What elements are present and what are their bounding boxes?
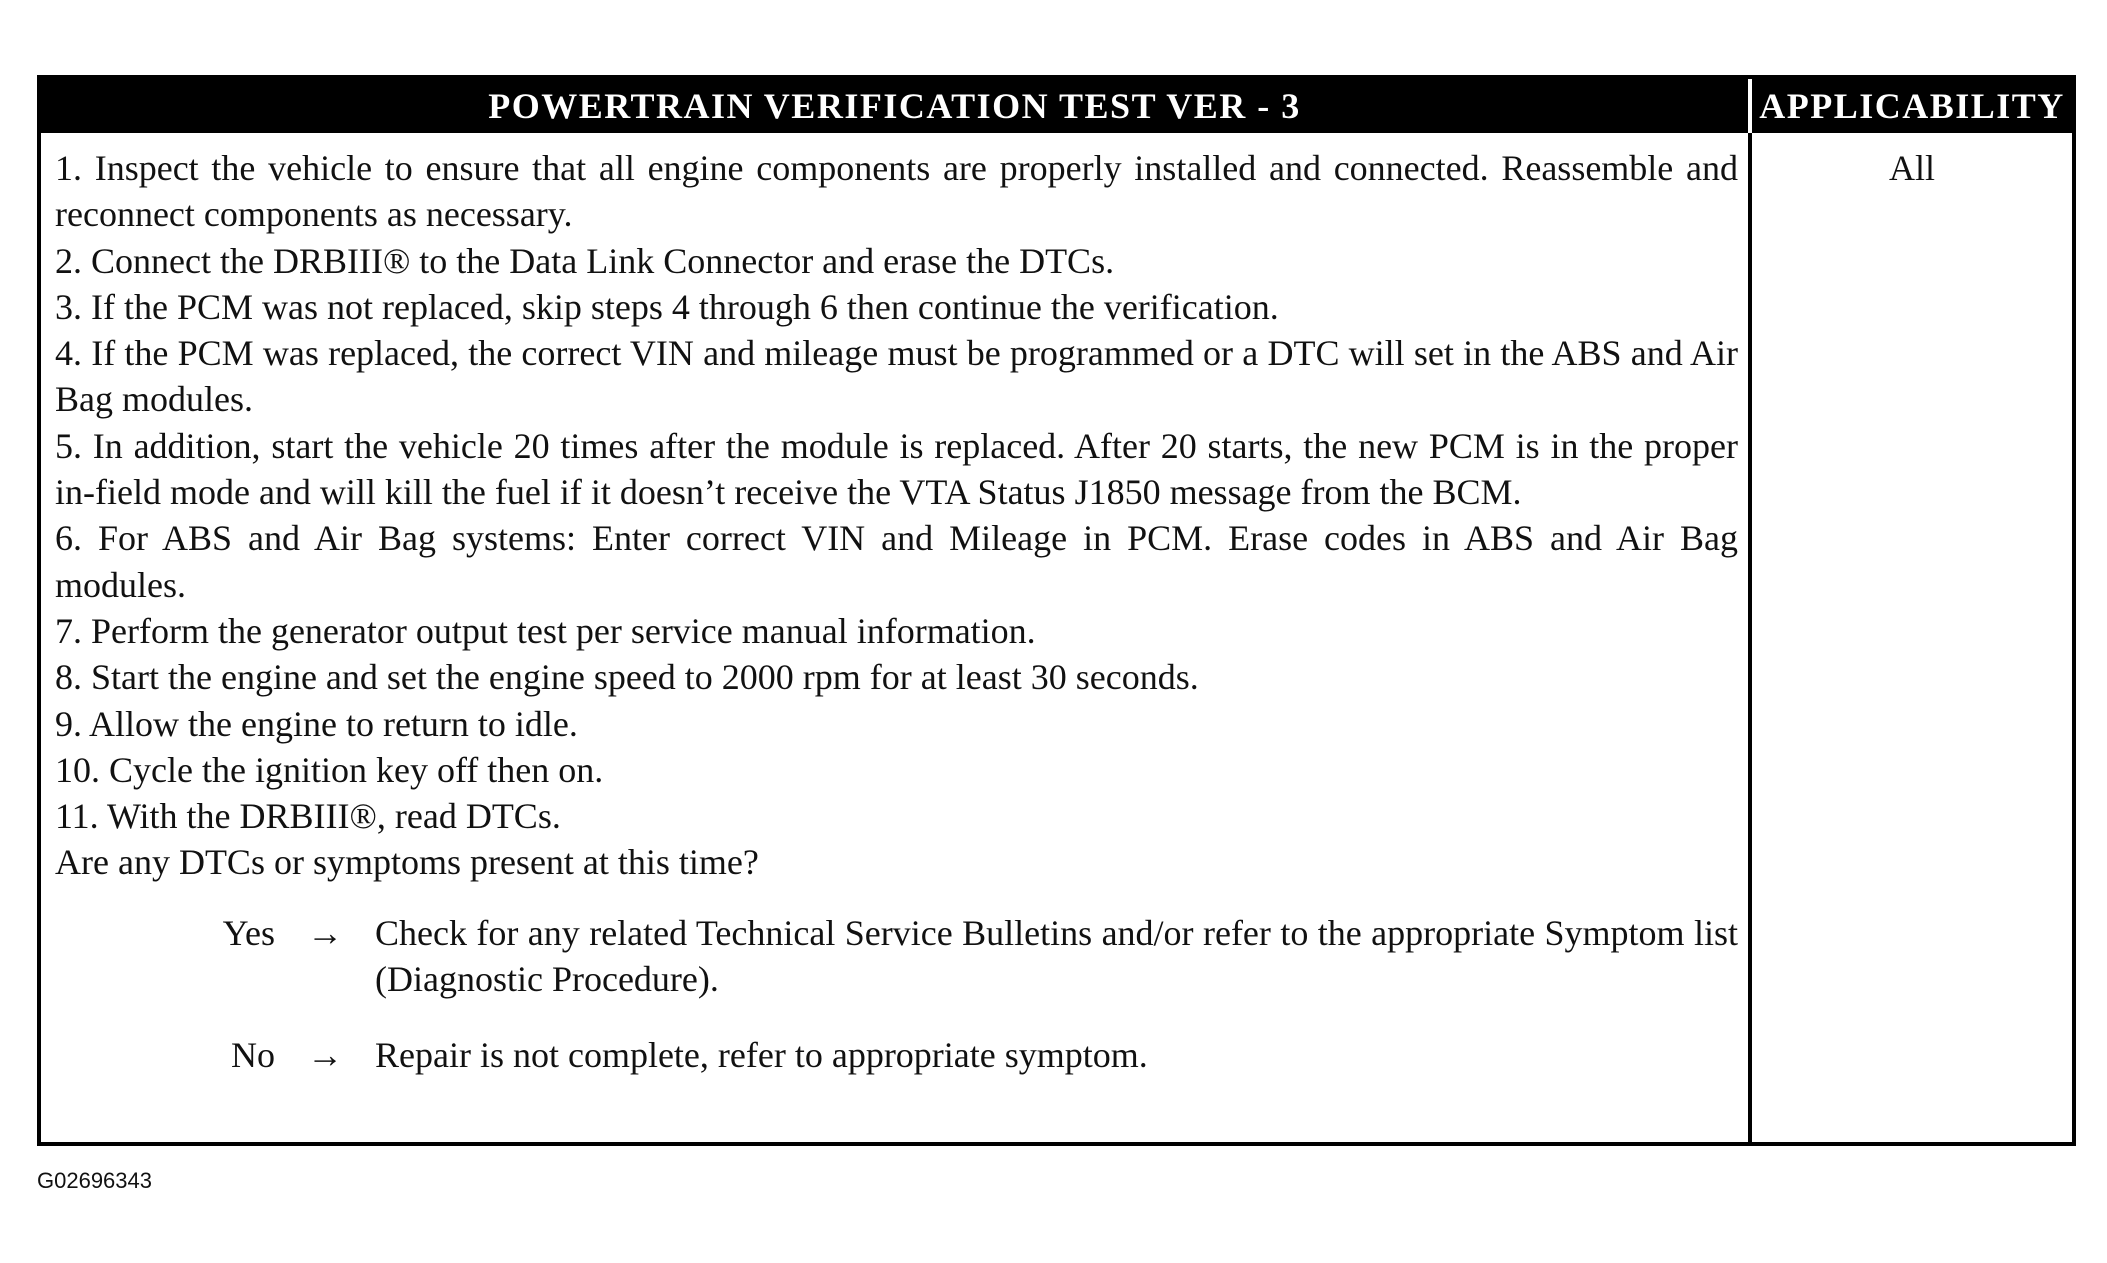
step-8: 8. Start the engine and set the engine speed to 2000 rpm for at least 30 seconds. — [55, 657, 1199, 698]
verification-test-table — [37, 75, 2076, 1146]
right-arrow-icon: → — [307, 1035, 343, 1076]
right-arrow-icon: → — [307, 912, 343, 953]
answer-yes-label: Yes — [222, 912, 275, 953]
test-title-header: POWERTRAIN VERIFICATION TEST VER - 3 — [41, 79, 1752, 133]
step-1: 1. Inspect the vehicle to ensure that all engine components are properly installed and connected. Reassemble and reconnect components as necessary. — [55, 148, 1738, 235]
applicability-value: All — [1888, 148, 1935, 188]
step-3: 3. If the PCM was not replaced, skip steps 4 through 6 then continue the verification. — [55, 286, 1279, 327]
step-5: 5. In addition, start the vehicle 20 times after the module is replaced. After 20 starts, the new PCM is in the proper in-field mode and will kill the fuel if it doesn’t receive the VTA Status J1850 message from the BCM. — [55, 425, 1738, 513]
answer-yes — [55, 910, 1738, 1003]
applicability-header: APPLICABILITY — [1752, 79, 2072, 133]
step-10: 10. Cycle the ignition key off then on. — [55, 749, 604, 790]
step-2: 2. Connect the DRBIII® to the Data Link Connector and erase the DTCs. — [55, 240, 1115, 281]
test-procedure-cell — [41, 133, 1752, 1142]
verification-question: Are any DTCs or symptoms present at this time? — [55, 842, 759, 883]
answer-yes-text: Check for any related Technical Service Bulletins and/or refer to the appropriate Symptom list (Diagnostic Procedure). — [375, 912, 1738, 1000]
answer-no-label: No — [231, 1035, 275, 1076]
answer-no-text: Repair is not complete, refer to appropriate symptom. — [375, 1035, 1148, 1076]
step-11: 11. With the DRBIII®, read DTCs. — [55, 796, 561, 837]
answer-no — [55, 1032, 1738, 1078]
step-7: 7. Perform the generator output test per service manual information. — [55, 610, 1036, 651]
applicability-cell — [1752, 133, 2072, 1142]
answer-list — [55, 910, 1738, 1079]
figure-id: G02696343 — [37, 1168, 152, 1193]
step-9: 9. Allow the engine to return to idle. — [55, 703, 578, 744]
step-4: 4. If the PCM was replaced, the correct VIN and mileage must be programmed or a DTC will set in the ABS and Air Bag modules. — [55, 333, 1738, 420]
step-6: 6. For ABS and Air Bag systems: Enter correct VIN and Mileage in PCM. Erase codes in ABS and Air Bag modules. — [55, 518, 1738, 605]
